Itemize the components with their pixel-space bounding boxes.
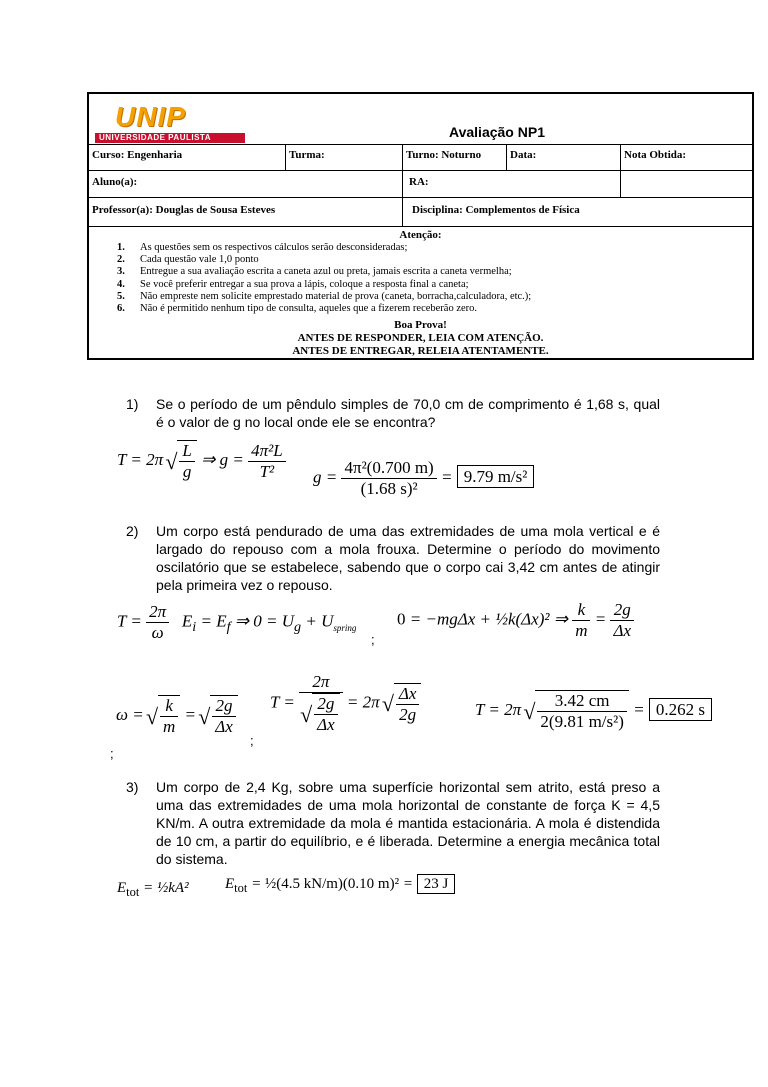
q3-expression: ½(4.5 kN/m)(0.10 m)² [265, 876, 400, 892]
equation-total-energy: $E_{tot}$ = ½kA² [117, 880, 189, 899]
professor-field: Professor(a): Douglas de Sousa Esteves [92, 204, 276, 216]
list-item [117, 291, 531, 303]
list-item [117, 254, 531, 266]
item-number: 4. [117, 278, 125, 290]
divider [89, 197, 752, 198]
unip-logo [95, 99, 245, 141]
divider [89, 170, 752, 171]
item-number: 3. [117, 266, 125, 278]
equation-period-result: T = 2π √ $\frac{3.42 cm}{\text{2(9.81 m/s²)}}$ = 0.262 s [475, 690, 712, 732]
item-number: 2. [117, 254, 125, 266]
data-field: Data: [510, 149, 537, 161]
question-3 [126, 778, 660, 868]
item-number: 1. [117, 242, 125, 253]
boa-prova: Boa Prova! [394, 319, 447, 331]
equation-omega: ω = √ $\frac{k}{m}$ = √ $\frac{2g}{\Delta x}$ [116, 695, 238, 737]
divider [402, 144, 403, 226]
ra-field: RA: [409, 176, 429, 188]
divider [285, 144, 286, 170]
turma-field: Turma: [289, 149, 325, 161]
list-item [117, 303, 531, 315]
item-text: As questões sem os respectivos cálculos serão desconsideradas; [140, 242, 408, 253]
question-1 [126, 395, 660, 431]
exam-header-table [87, 92, 754, 360]
semicolon: ; [250, 733, 254, 748]
q2-dx: √ 3.42 cm [537, 691, 627, 712]
item-text: Não empreste nem solicite emprestado material de prova (caneta, borracha,calculadora, etc.); [140, 290, 532, 302]
item-text: Se você preferir entregar a sua prova a lápis, coloque a resposta final a caneta; [140, 278, 469, 290]
equation-period: T = $\frac{2\pi}{\omega}$ $E_i = E_f$ ⇒ $0 = U_g + U_{spring}$ [117, 602, 357, 642]
item-text: Não é permitido nenhum tipo de consulta, aqueles que a fizerem receberão zero. [140, 303, 478, 315]
warning-line-2: ANTES DE ENTREGAR, RELEIA ATENTAMENTE. [292, 345, 549, 357]
equation-period-derived: T = 2π √ $\frac{2g}{\Delta x}$ = 2π √ $\frac{\Delta x}{2g}$ [270, 672, 421, 735]
q2-answer-box: 0.262 s [649, 698, 712, 721]
item-text: Cada questão vale 1,0 ponto [140, 254, 259, 266]
aluno-field: Aluno(a): [92, 176, 138, 188]
q1-answer-box: 9.79 m/s² [457, 465, 535, 488]
equation-g-result: g = $\frac{\text{4π²(0.700 m)}}{\text{(1.68 s)²}}$ = 9.79 m/s² [313, 458, 534, 499]
list-item [117, 242, 531, 254]
nota-field: Nota Obtida: [624, 149, 687, 161]
exam-title: Avaliação NP1 [449, 124, 545, 140]
equation-pendulum: T = 2π √ $\frac{L}{g}$ ⇒ g = $\frac{\text{4π²L}}{\text{T²}}$ [117, 440, 286, 482]
question-text: Se o período de um pêndulo simples de 70,0 cm de comprimento é 1,68 s, qual é o valor de g no local onde ele se encontra? [156, 396, 660, 430]
divider [506, 144, 507, 170]
attention-title: Atenção: [399, 229, 442, 241]
list-item [117, 266, 531, 278]
question-2 [126, 522, 660, 594]
q3-answer-box: 23 J [417, 874, 456, 894]
equation-energy: 0 = −mgΔx + ½k(Δx)² ⇒ $\frac{k}{m}$ = $\frac{2g}{\Delta x}$ [397, 600, 634, 641]
question-number: 2) [126, 523, 139, 539]
question-number: 1) [126, 396, 139, 412]
item-number: 6. [117, 303, 125, 315]
question-text: Um corpo de 2,4 Kg, sobre uma superfície horizontal sem atrito, está preso a uma das extremidades de uma mola horizontal de constante de força K = 4,5 KN/m. A outra extremidade da mola é mantida estacionária. A mola é distendida de 10 cm, a partir do equilíbrio, e é liberada. Determine a energia mecânica total do sistema. [156, 779, 660, 867]
semicolon: ; [371, 632, 375, 647]
disciplina-field: Disciplina: Complementos de Física [412, 204, 580, 216]
item-number: 5. [117, 290, 125, 302]
question-number: 3) [126, 779, 139, 795]
semicolon: ; [110, 746, 114, 761]
logo-text: UNIP [115, 101, 186, 132]
question-text: Um corpo está pendurado de uma das extremidades de uma mola vertical e é largado do repouso com a mola frouxa. Determine o período do movimento oscilatório que se estabelece, sabendo que o corpo cai 3,42 cm antes de atingir pela primeira vez o repouso. [156, 523, 660, 593]
q1-numerator: 4π²(0.700 m) [341, 458, 436, 479]
attention-list [117, 242, 531, 315]
logo-subtitle: UNIVERSIDADE PAULISTA [99, 133, 211, 142]
item-text: Entregue a sua avaliação escrita a caneta azul ou preta, jamais escrita a caneta vermelha; [140, 266, 512, 278]
turno-field: Turno: Noturno [406, 149, 482, 161]
warning-line-1: ANTES DE RESPONDER, LEIA COM ATENÇÃO. [297, 332, 544, 344]
divider [620, 144, 621, 197]
equation-energy-result: $E_{tot}$ = ½(4.5 kN/m)(0.10 m)² = 23 J [225, 876, 455, 896]
divider [89, 226, 752, 227]
curso-field: Curso: Engenharia [92, 149, 183, 161]
divider [89, 144, 752, 145]
q1-denominator: (1.68 s)² [360, 479, 418, 498]
list-item [117, 279, 531, 291]
q2-g: 9.81 m/s² [554, 712, 619, 731]
